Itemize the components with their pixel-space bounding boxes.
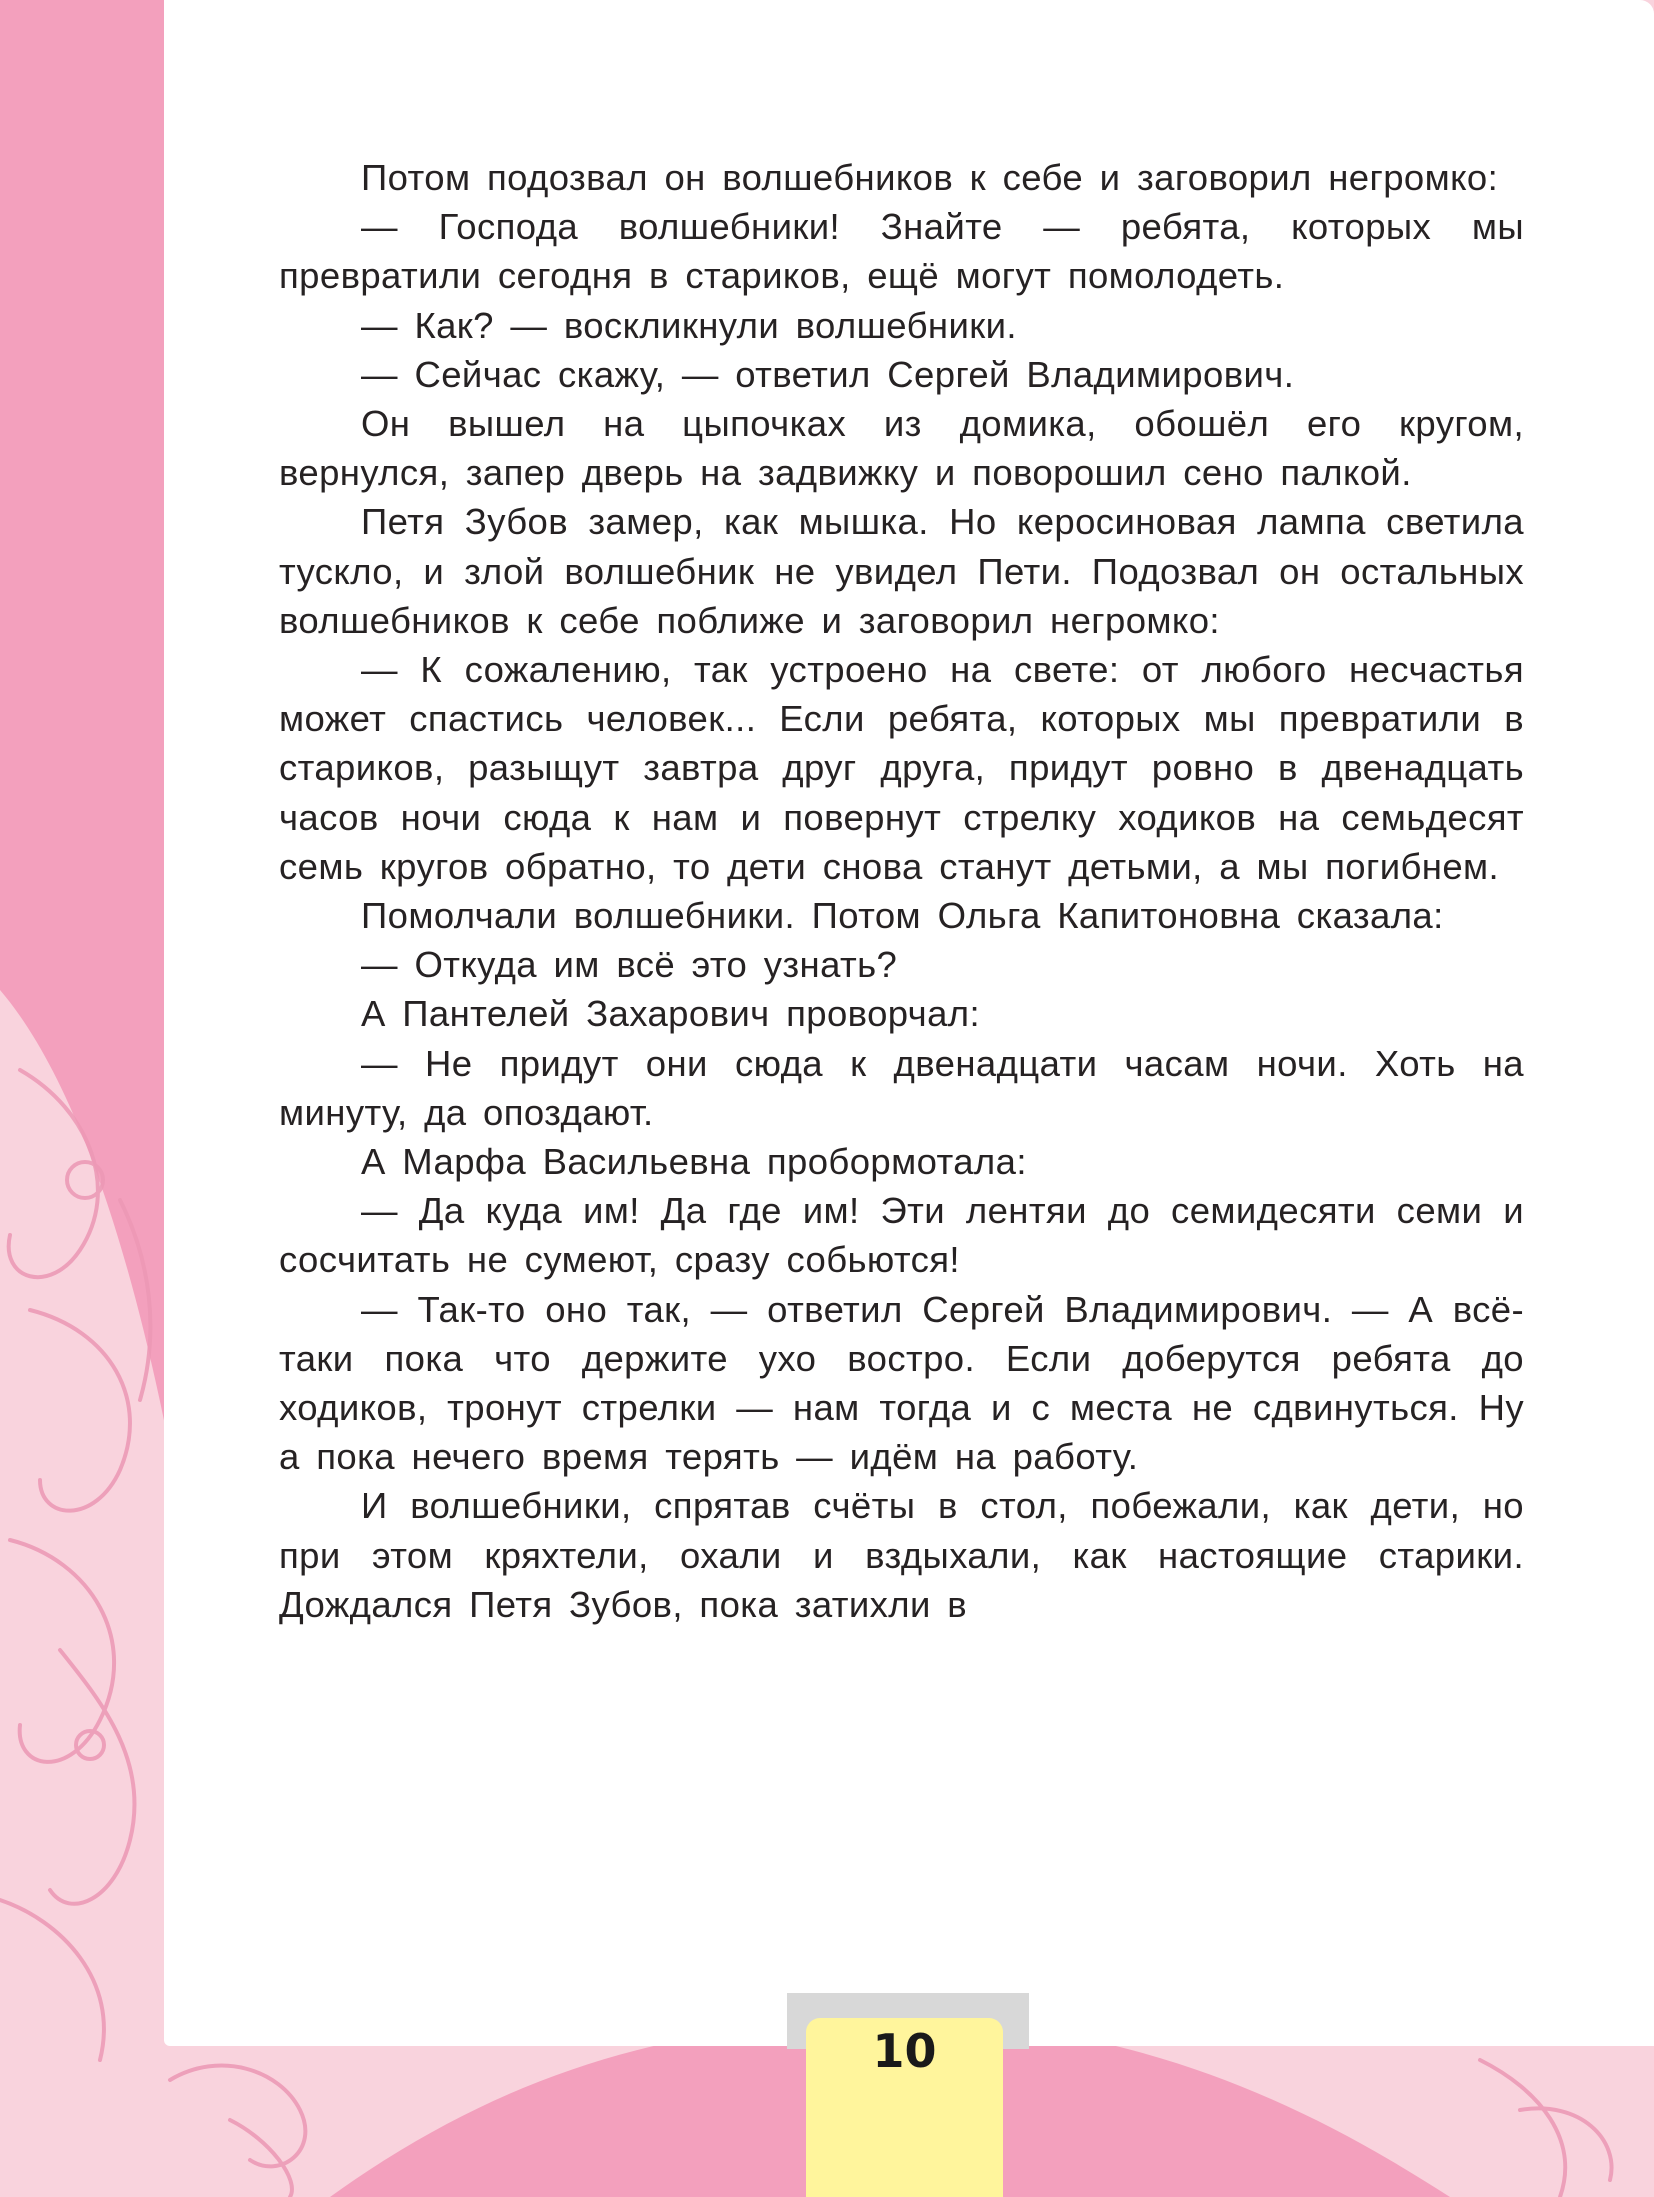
paragraph: А Марфа Васильевна пробормотала: (361, 1141, 1027, 1183)
paragraph: И волшебники, спрятав счёты в стол, побежали, как дети, но при этом кряхтели, охали и вздыхали, как настоящие старики. Дождался Петя Зубов, пока затихли в (279, 1485, 1524, 1625)
paragraph: Потом подозвал он волшебников к себе и заговорил негромко: (361, 157, 1499, 198)
paragraph: — Как? — воскликнули волшебники. (361, 304, 1017, 346)
paragraph: — Господа волшебники! Знайте — ребята, которых мы превратили сегодня в стариков, ещё могут помолодеть. (279, 206, 1524, 297)
page-number: 10 (872, 2024, 937, 2078)
paragraph: — Да куда им! Да где им! Эти лентяи до семидесяти семи и сосчитать не сумеют, сразу собьются! (279, 1190, 1524, 1281)
paragraph: — К сожалению, так устроено на свете: от любого несчастья может спастись человек... Если ребята, которых мы превратили в стариков, разыщут завтра друг друга, придут ровно в двенадцать часов ночи сюда к нам и повернут стрелку ходиков на семьдесят семь кругов обратно, то дети снова станут детьми, а мы погибнем. (279, 649, 1524, 887)
page-number-tab (806, 2018, 1003, 2197)
paragraph: — Не придут они сюда к двенадцати часам ночи. Хоть на минуту, да опоздают. (279, 1042, 1524, 1133)
paragraph: Помолчали волшебники. Потом Ольга Капитоновна сказала: (361, 895, 1444, 937)
paragraph: — Откуда им всё это узнать? (361, 944, 898, 986)
paragraph: Он вышел на цыпочках из домика, обошёл его кругом, вернулся, запер дверь на задвижку и поворошил сено палкой. (279, 403, 1524, 494)
paragraph: А Пантелей Захарович проворчал: (361, 993, 981, 1035)
paragraph: — Так-то оно так, — ответил Сергей Владимирович. — А всё-таки пока что держите ухо востро. Если доберутся ребята до ходиков, тронут стрелки — нам тогда и с места не сдвинуться. Ну а пока нечего время терять — идём на работу. (279, 1288, 1524, 1478)
story-text (279, 153, 1524, 1629)
paragraph: — Сейчас скажу, — ответил Сергей Владимирович. (361, 353, 1295, 395)
paragraph: Петя Зубов замер, как мышка. Но керосиновая лампа светила тускло, и злой волшебник не увидел Пети. Подозвал он остальных волшебников к себе поближе и заговорил негромко: (279, 501, 1524, 641)
